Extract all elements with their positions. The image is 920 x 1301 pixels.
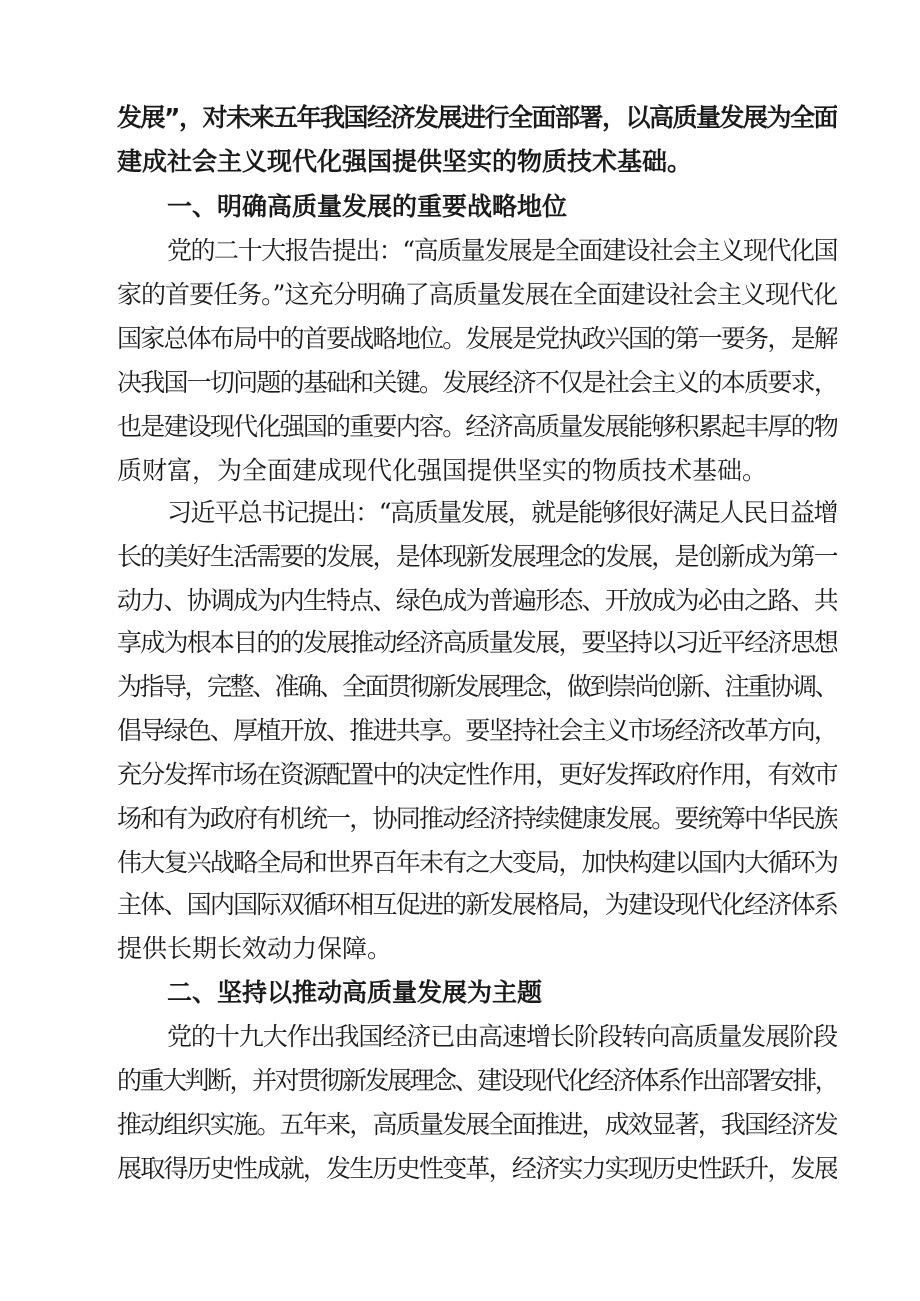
paragraph-line: 倡导绿色、厚植开放、推进共享。要坚持社会主义市场经济改革方向， — [117, 716, 837, 745]
section-heading-2: 二、坚持以推动高质量发展为主题 — [167, 978, 543, 1007]
paragraph-line: 建成社会主义现代化强国提供坚实的物质技术基础。 — [117, 147, 693, 176]
paragraph-line: 展取得历史性成就，发生历史性变革，经济实力实现历史性跃升，发展 — [117, 1154, 837, 1183]
paragraph-line: 充分发挥市场在资源配置中的决定性作用，更好发挥政府作用，有效市 — [117, 760, 837, 789]
paragraph-line: 国家总体布局中的首要战略地位。发展是党执政兴国的第一要务，是解 — [117, 324, 837, 353]
paragraph-line: 享成为根本目的的发展推动经济高质量发展，要坚持以习近平经济思想 — [117, 628, 837, 657]
paragraph-line: 提供长期长效动力保障。 — [117, 934, 393, 963]
paragraph-line: 的重大判断，并对贯彻新发展理念、建设现代化经济体系作出部署安排， — [117, 1066, 837, 1095]
paragraph-line: 家的首要任务。”这充分明确了高质量发展在全面建设社会主义现代化 — [117, 280, 837, 309]
paragraph-line: 也是建设现代化强国的重要内容。经济高质量发展能够积累起丰厚的物 — [117, 412, 837, 441]
paragraph-line: 场和有为政府有机统一，协同推动经济持续健康发展。要统筹中华民族 — [117, 804, 837, 833]
paragraph-line: 决我国一切问题的基础和关键。发展经济不仅是社会主义的本质要求， — [117, 368, 837, 397]
paragraph-line: 伟大复兴战略全局和世界百年未有之大变局，加快构建以国内大循环为 — [117, 848, 837, 877]
section-heading-1: 一、明确高质量发展的重要战略地位 — [167, 192, 568, 221]
paragraph-line: 发展”，对未来五年我国经济发展进行全面部署，以高质量发展为全面 — [117, 103, 837, 132]
paragraph-line: 为指导，完整、准确、全面贯彻新发展理念，做到崇尚创新、注重协调、 — [117, 672, 837, 701]
paragraph-line: 党的二十大报告提出：“高质量发展是全面建设社会主义现代化国 — [167, 236, 837, 265]
paragraph-line: 推动组织实施。五年来，高质量发展全面推进，成效显著，我国经济发 — [117, 1110, 837, 1139]
paragraph-line: 质财富，为全面建成现代化强国提供坚实的物质技术基础。 — [117, 456, 768, 485]
paragraph-line: 习近平总书记提出：“高质量发展，就是能够很好满足人民日益增 — [167, 498, 837, 527]
paragraph-line: 主体、国内国际双循环相互促进的新发展格局，为建设现代化经济体系 — [117, 890, 837, 919]
paragraph-line: 动力、协调成为内生特点、绿色成为普遍形态、开放成为必由之路、共 — [117, 586, 837, 615]
paragraph-line: 党的十九大作出我国经济已由高速增长阶段转向高质量发展阶段 — [167, 1022, 837, 1051]
paragraph-line: 长的美好生活需要的发展，是体现新发展理念的发展，是创新成为第一 — [117, 542, 837, 571]
